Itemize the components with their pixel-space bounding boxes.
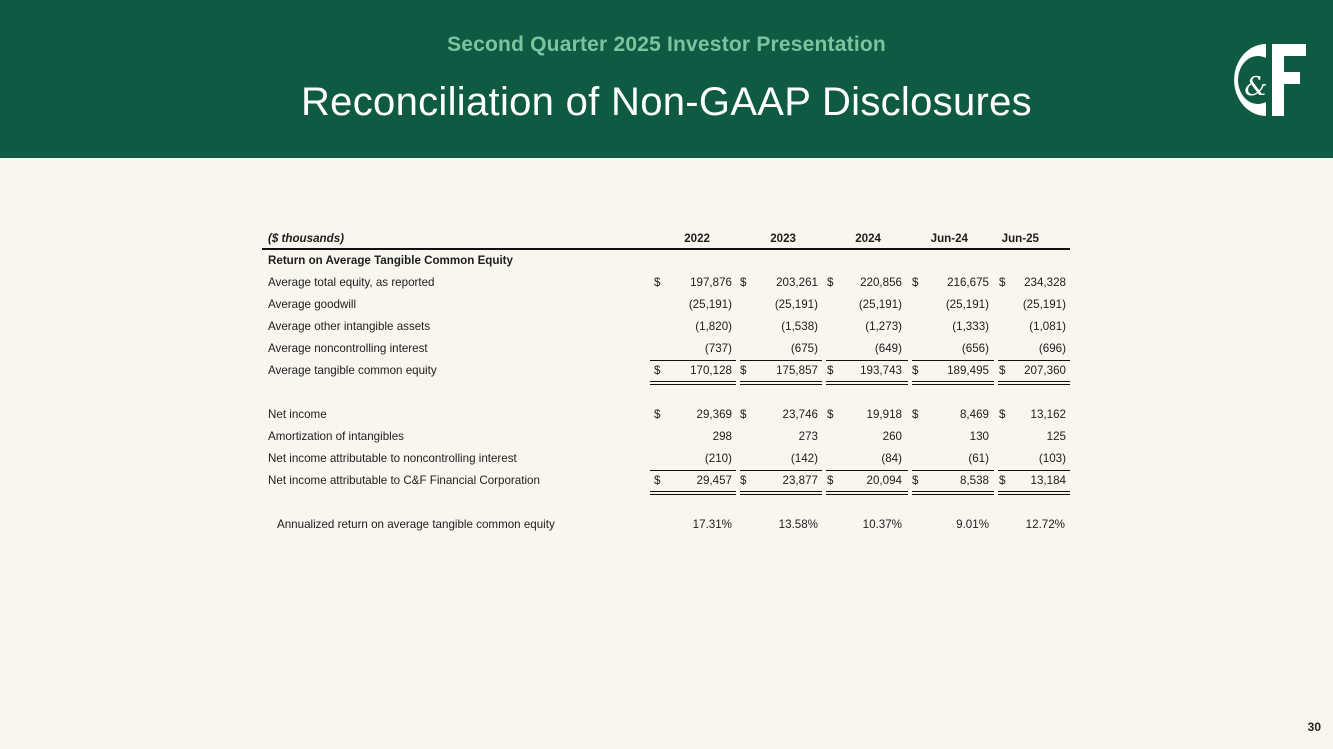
table-value: (696): [1038, 342, 1066, 355]
dollar-sign: $: [999, 474, 1006, 487]
table-value: 260: [882, 430, 902, 443]
table-value: 298: [712, 430, 732, 443]
row-label: Net income attributable to C&F Financial Corporation: [268, 474, 540, 487]
dollar-sign: $: [999, 364, 1006, 377]
table-row: [262, 360, 1070, 382]
row-label: Average tangible common equity: [268, 364, 437, 377]
dollar-sign: $: [654, 364, 661, 377]
dollar-sign: $: [654, 408, 661, 421]
subtotal-rule: [826, 470, 908, 471]
row-label: Average total equity, as reported: [268, 276, 435, 289]
table-value: (649): [874, 342, 902, 355]
table-row: [262, 338, 1070, 360]
table-value: (1,273): [865, 320, 902, 333]
table-value: (84): [881, 452, 902, 465]
table-value: (103): [1038, 452, 1066, 465]
return-value: 12.72%: [1025, 518, 1065, 531]
table-value: 130: [969, 430, 989, 443]
dollar-sign: $: [912, 474, 919, 487]
return-row: [262, 514, 1070, 536]
slide-number: 30: [1307, 720, 1321, 734]
column-header: 2024: [855, 232, 881, 245]
table-value: (25,191): [858, 298, 902, 311]
table-value: 29,369: [696, 408, 732, 421]
section-title-row: [262, 250, 1070, 272]
dollar-sign: $: [740, 474, 747, 487]
section-title: Return on Average Tangible Common Equity: [268, 254, 513, 267]
dollar-sign: $: [827, 474, 834, 487]
table-value: (656): [961, 342, 989, 355]
spacer-row: [262, 382, 1070, 404]
subtotal-rule: [826, 360, 908, 361]
table-header-row: [262, 228, 1070, 250]
dollar-sign: $: [654, 276, 661, 289]
table-value: 273: [798, 430, 818, 443]
table-value: 8,469: [959, 408, 989, 421]
return-value: 10.37%: [862, 518, 902, 531]
row-label: Average other intangible assets: [268, 320, 431, 333]
table-value: 220,856: [860, 276, 902, 289]
table-value: (210): [704, 452, 732, 465]
subtotal-rule: [912, 470, 994, 471]
table-value: 13,162: [1030, 408, 1066, 421]
table-value: (1,538): [781, 320, 818, 333]
table-row: [262, 448, 1070, 470]
presentation-subtitle: Second Quarter 2025 Investor Presentation: [447, 33, 886, 56]
table-value: (25,191): [945, 298, 989, 311]
return-value: 13.58%: [778, 518, 818, 531]
table-value: 13,184: [1030, 474, 1066, 487]
row-label: Average noncontrolling interest: [268, 342, 428, 355]
equity-rows: [262, 272, 1070, 382]
table-value: 19,918: [866, 408, 902, 421]
dollar-sign: $: [999, 276, 1006, 289]
table-value: 197,876: [690, 276, 732, 289]
subtotal-rule: [998, 470, 1070, 471]
dollar-sign: $: [827, 364, 834, 377]
table-value: 170,128: [690, 364, 732, 377]
spacer-row: [262, 492, 1070, 514]
row-label: Annualized return on average tangible common equity: [277, 518, 555, 531]
table-value: 8,538: [959, 474, 989, 487]
table-value: (737): [704, 342, 732, 355]
cf-logo: [1226, 38, 1308, 120]
dollar-sign: $: [740, 408, 747, 421]
dollar-sign: $: [912, 364, 919, 377]
table-row: [262, 470, 1070, 492]
table-row: [262, 294, 1070, 316]
subtotal-rule: [998, 360, 1070, 361]
table-value: (1,820): [695, 320, 732, 333]
column-header: 2023: [770, 232, 796, 245]
table-value: (25,191): [774, 298, 818, 311]
table-row: [262, 426, 1070, 448]
dollar-sign: $: [654, 474, 661, 487]
non-gaap-table: [262, 228, 1070, 536]
subtotal-rule: [650, 470, 736, 471]
subtotal-rule: [650, 360, 736, 361]
row-label: Net income attributable to noncontrolling interest: [268, 452, 517, 465]
table-value: (1,081): [1029, 320, 1066, 333]
dollar-sign: $: [827, 276, 834, 289]
table-value: 203,261: [776, 276, 818, 289]
dollar-sign: $: [912, 408, 919, 421]
subtotal-rule: [740, 470, 822, 471]
table-row: [262, 272, 1070, 294]
table-value: 125: [1046, 430, 1066, 443]
income-rows: [262, 404, 1070, 492]
return-value: 17.31%: [692, 518, 732, 531]
row-label: Net income: [268, 408, 327, 421]
subtotal-rule: [740, 360, 822, 361]
table-value: 29,457: [696, 474, 732, 487]
page-title: Reconciliation of Non-GAAP Disclosures: [301, 80, 1032, 124]
header-banner: [0, 0, 1333, 158]
table-value: 234,328: [1024, 276, 1066, 289]
return-value: 9.01%: [956, 518, 989, 531]
table-value: 20,094: [866, 474, 902, 487]
table-value: (142): [790, 452, 818, 465]
table-row: [262, 404, 1070, 426]
table-value: (675): [790, 342, 818, 355]
table-value: 189,495: [947, 364, 989, 377]
table-value: (1,333): [952, 320, 989, 333]
table-value: 207,360: [1024, 364, 1066, 377]
row-label: Amortization of intangibles: [268, 430, 404, 443]
dollar-sign: $: [740, 276, 747, 289]
table-value: 23,746: [782, 408, 818, 421]
table-value: 175,857: [776, 364, 818, 377]
dollar-sign: $: [912, 276, 919, 289]
table-value: 23,877: [782, 474, 818, 487]
table-value: 216,675: [947, 276, 989, 289]
subtotal-rule: [912, 360, 994, 361]
column-header: Jun-25: [1001, 232, 1039, 245]
column-header: Jun-24: [930, 232, 968, 245]
dollar-sign: $: [827, 408, 834, 421]
column-header: 2022: [684, 232, 710, 245]
dollar-sign: $: [740, 364, 747, 377]
table-row: [262, 316, 1070, 338]
dollar-sign: $: [999, 408, 1006, 421]
svg-text:&: &: [1244, 72, 1268, 102]
table-value: (25,191): [688, 298, 732, 311]
row-label: Average goodwill: [268, 298, 357, 311]
table-value: (25,191): [1022, 298, 1066, 311]
table-value: (61): [968, 452, 989, 465]
units-label: ($ thousands): [268, 232, 345, 245]
table-value: 193,743: [860, 364, 902, 377]
